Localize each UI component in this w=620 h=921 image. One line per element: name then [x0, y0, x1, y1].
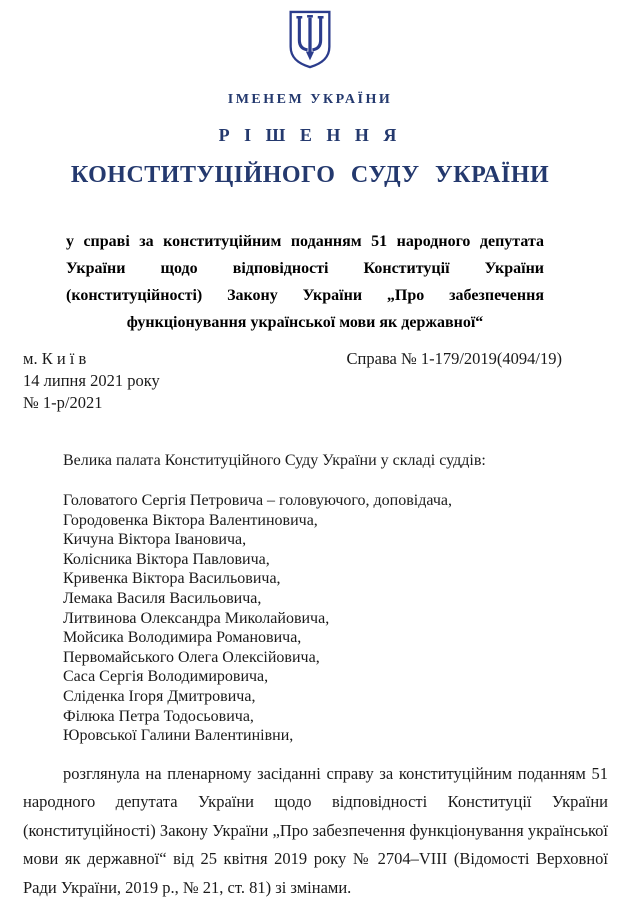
case-subject-paragraph: у справі за конституційним поданням 51 народного депутата України щодо відповідності Конституції України (конституційності) Закону України „Про забезпечення функціонування української мови як державної“ [66, 233, 544, 331]
judge-list-item: Філюка Петра Тодосьовича, [63, 707, 254, 725]
in-the-name-heading: ІМЕНЕМ УКРАЇНИ [227, 92, 393, 107]
judge-list-item: Городовенка Віктора Валентиновича, [63, 511, 318, 529]
judge-list-item: Сліденка Ігоря Дмитровича, [63, 687, 256, 705]
judge-list-item: Мойсика Володимира Романовича, [63, 629, 302, 647]
judge-list-item: Кичуна Віктора Івановича, [63, 531, 247, 549]
case-number-label: Справа № 1-179/2019(4094/19) [346, 349, 562, 368]
composition-intro-paragraph: Велика палата Конституційного Суду України у складі суддів: [63, 452, 486, 469]
ukraine-trident-icon [288, 10, 332, 70]
judge-list-item: Первомайського Олега Олексійовича, [63, 648, 320, 666]
judges-list [63, 491, 607, 746]
date-label: 14 липня 2021 року [23, 371, 160, 390]
judge-list-item: Юровської Галини Валентинівни, [63, 727, 294, 745]
decision-number-label: № 1-р/2021 [23, 393, 103, 412]
decision-heading: Р І Ш Е Н Н Я [218, 125, 402, 145]
judge-list-item: Саса Сергія Володимировича, [63, 668, 269, 686]
place-date-block [23, 348, 160, 414]
judge-list-item: Лемака Василя Васильовича, [63, 589, 262, 607]
court-name-heading: КОНСТИТУЦІЙНОГО СУДУ УКРАЇНИ [70, 162, 550, 188]
city-label: м. К и ї в [23, 349, 87, 368]
judge-list-item: Литвинова Олександра Миколайовича, [63, 609, 330, 627]
coat-of-arms [288, 10, 332, 70]
judge-list-item: Кривенка Віктора Васильовича, [63, 570, 281, 588]
judge-list-item: Головатого Сергія Петровича – головуючого, доповідача, [63, 492, 452, 509]
meta-row [23, 348, 562, 414]
judge-list-item: Колісника Віктора Павловича, [63, 550, 270, 568]
closing-paragraph: розглянула на пленарному засіданні справу за конституційним поданням 51 народного депутата України щодо відповідності Конституції України (конституційності) Закону України „Про забезпечення функціонування української мови як державної“ від 25 квітня 2019 року № 2704–VIII (Відомості Верховної Ради України, 2019 р., № 21, ст. 81) зі змінами. [23, 763, 608, 897]
